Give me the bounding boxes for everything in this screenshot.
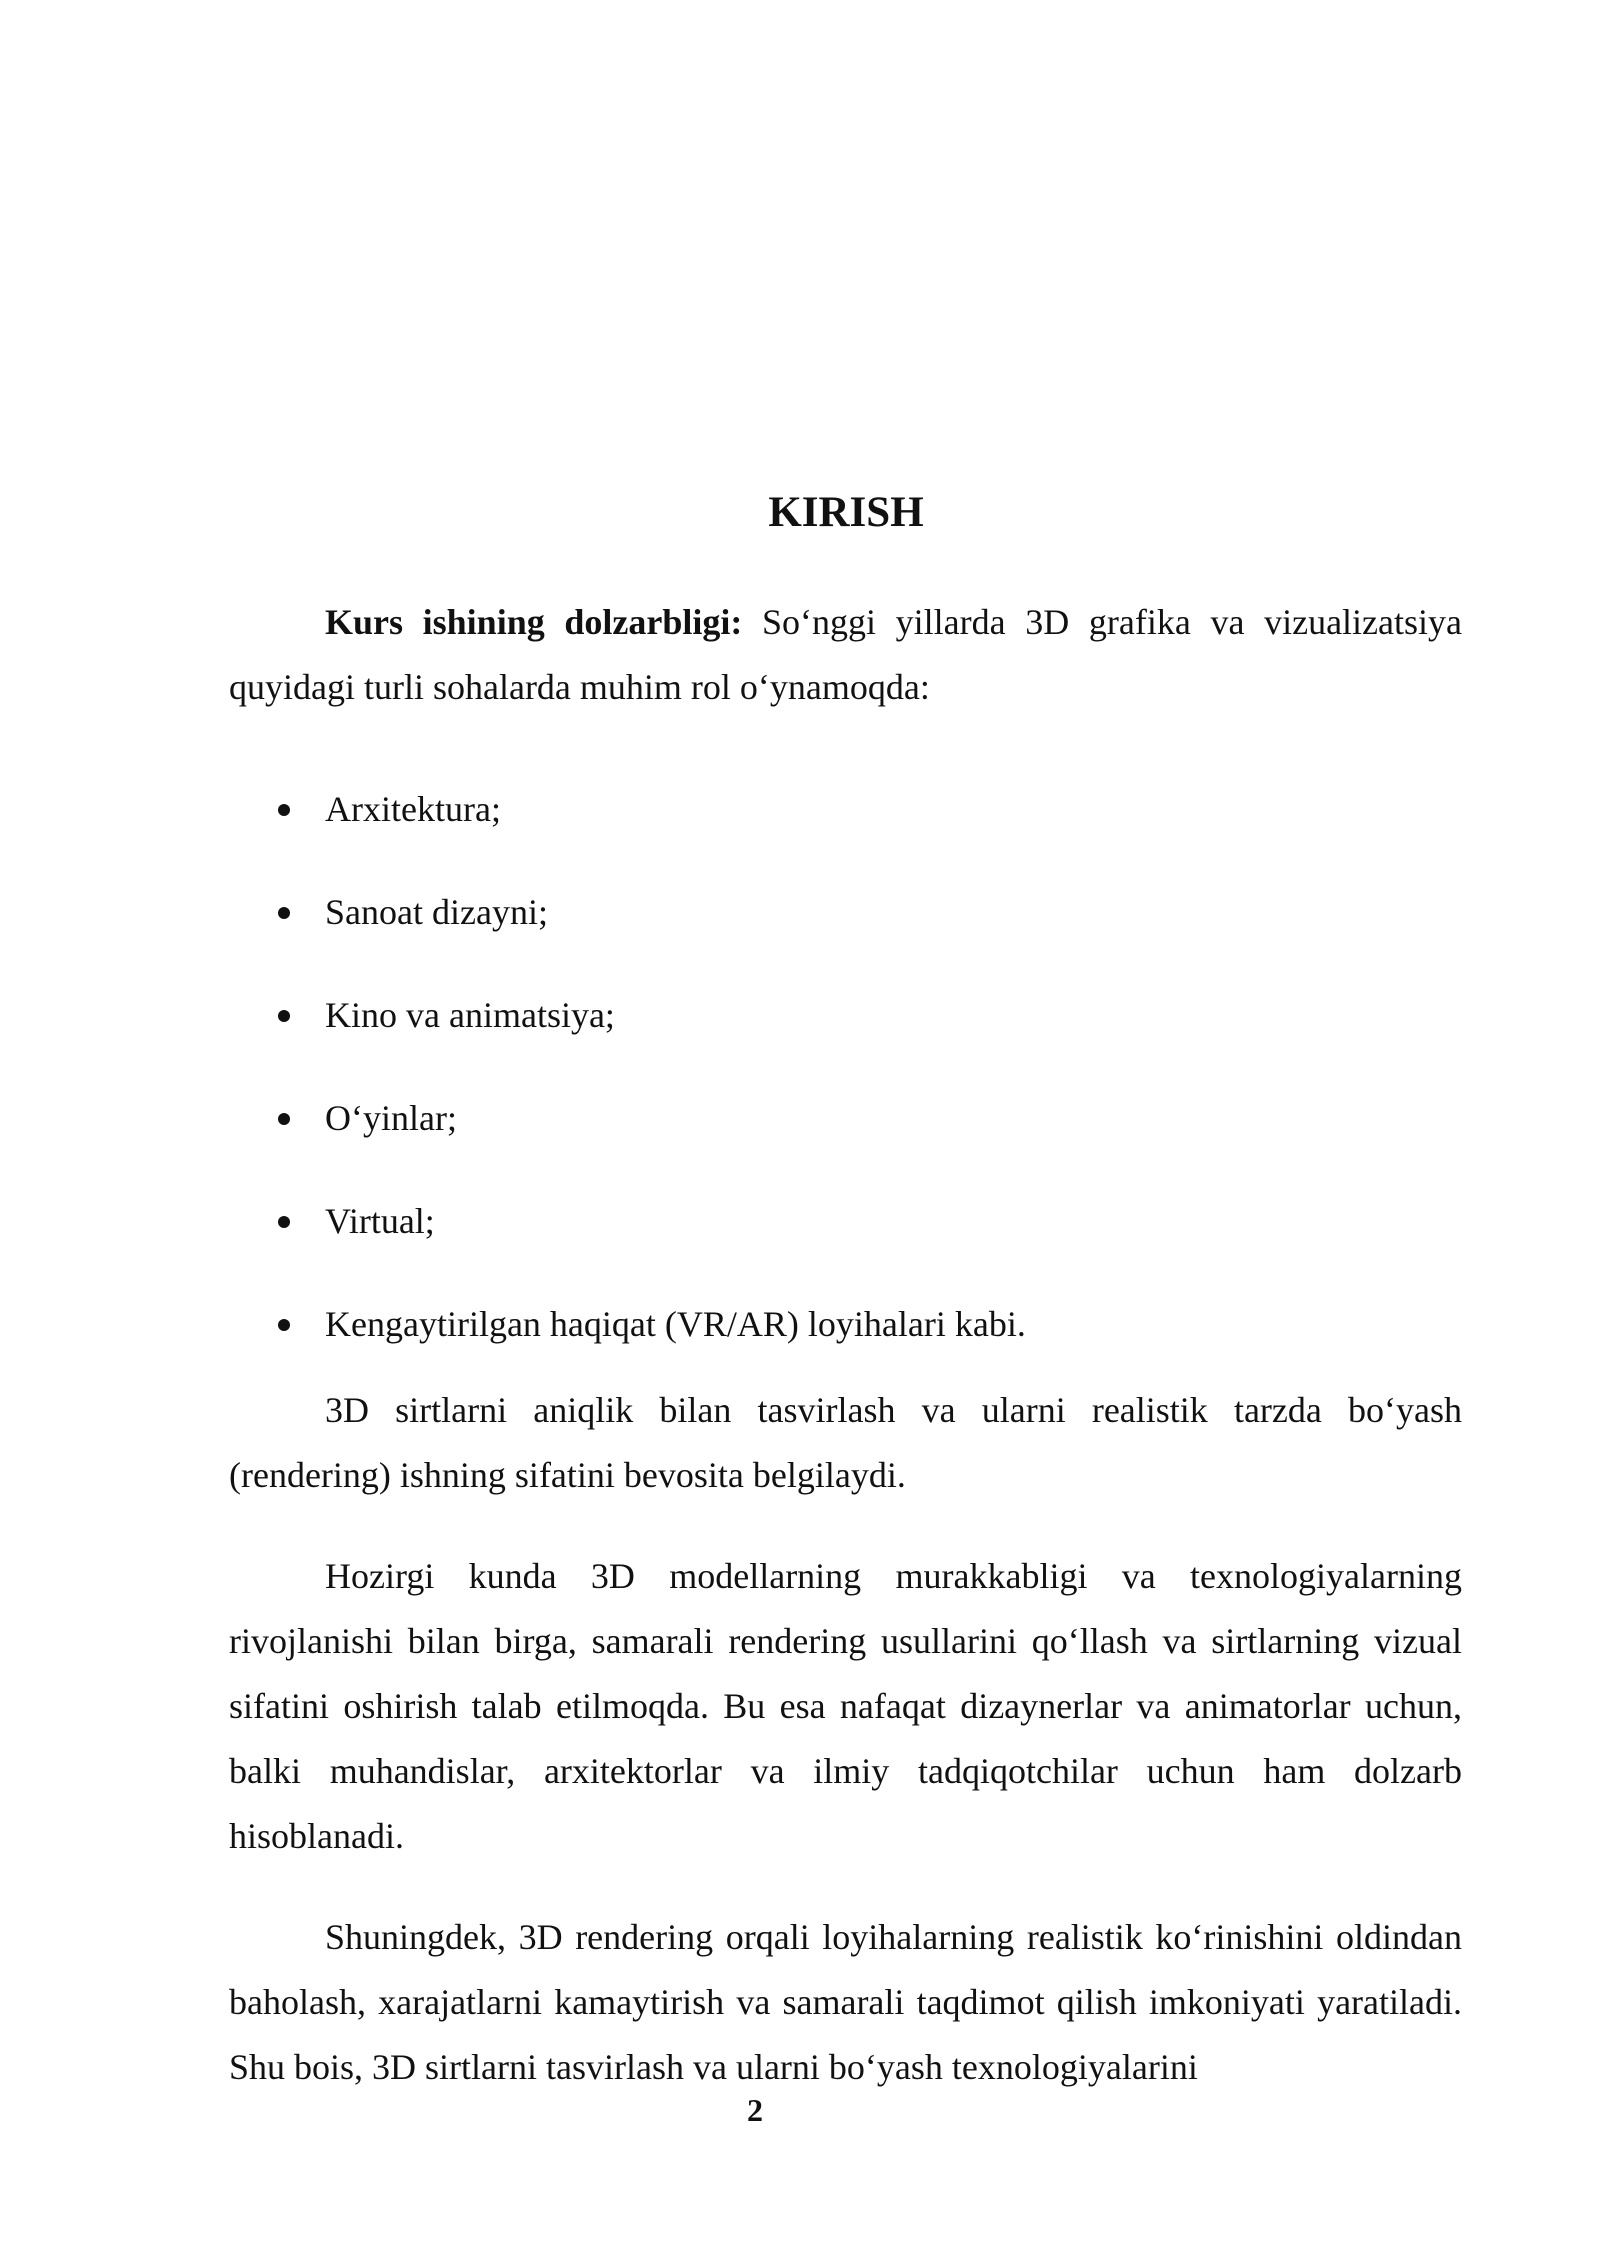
intro-paragraph	[229, 590, 1462, 720]
list-item-text: O‘yinlar;	[325, 1098, 457, 1138]
list-item	[229, 964, 1462, 1067]
bullet-icon	[278, 1010, 290, 1022]
page-number: 2	[747, 2092, 763, 2128]
bullet-icon	[278, 1216, 290, 1228]
list-item-text: Kino va animatsiya;	[325, 995, 615, 1035]
document-body	[229, 590, 1462, 2100]
list-item-text: Kengaytirilgan haqiqat (VR/AR) loyihalari kabi.	[325, 1304, 1026, 1344]
body-paragraph: Hozirgi kunda 3D modellarning murakkabligi va texnologiyalarning rivojlanishi bilan birga, samarali rendering usullarini qo‘llash va sirtlarning vizual sifatini oshirish talab etilmoqda. Bu esa nafaqat dizaynerlar va animatorlar uchun, balki muhandislar, arxitektorlar va ilmiy tadqiqotchilar uchun ham dolzarb hisoblanadi.	[229, 1556, 1462, 1856]
bullet-icon	[278, 804, 290, 816]
bullet-icon	[278, 1113, 290, 1125]
list-item-text: Virtual;	[325, 1201, 435, 1241]
bullet-icon	[278, 1319, 290, 1331]
list-item	[229, 1170, 1462, 1273]
list-item	[229, 758, 1462, 861]
list-item	[229, 1273, 1462, 1376]
bullet-icon	[278, 907, 290, 919]
list-item	[229, 861, 1462, 964]
intro-text: So‘nggi yillarda 3D grafika va vizualizatsiya quyidagi turli sohalarda muhim rol o‘ynamoqda:	[229, 602, 1462, 707]
body-paragraph: 3D sirtlarni aniqlik bilan tasvirlash va ularni realistik tarzda bo‘yash (rendering) ishning sifatini bevosita belgilaydi.	[229, 1390, 1462, 1495]
list-item-text: Sanoat dizayni;	[325, 892, 548, 932]
list-item	[229, 1067, 1462, 1170]
list-item-text: Arxitektura;	[325, 789, 501, 829]
intro-lead-bold: Kurs ishining dolzarbligi:	[325, 602, 743, 642]
body-paragraph: Shuningdek, 3D rendering orqali loyihalarning realistik ko‘rinishini oldindan baholash, xarajatlarni kamaytirish va samarali taqdimot qilish imkoniyati yaratiladi. Shu bois, 3D sirtlarni tasvirlash va ularni bo‘yash texnologiyalarini	[229, 1917, 1462, 2087]
page-title: KIRISH	[768, 489, 924, 536]
bullet-list	[229, 758, 1462, 1376]
